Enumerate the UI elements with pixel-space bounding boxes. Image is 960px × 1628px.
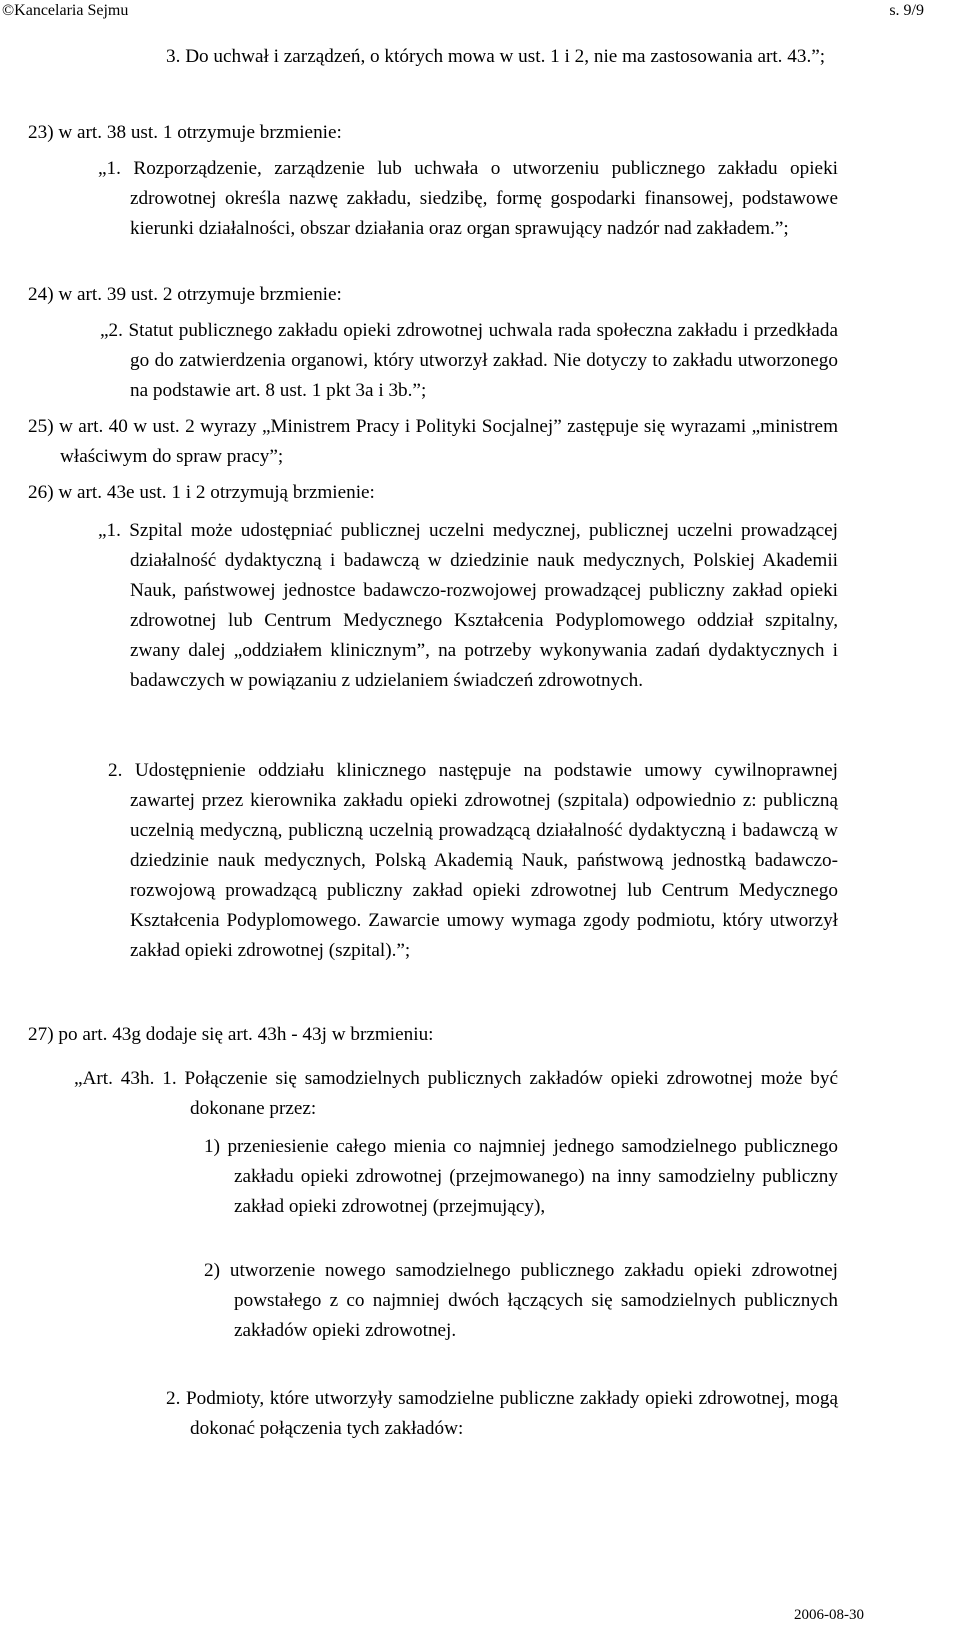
point-25: 25) w art. 40 w ust. 2 wyrazy „Ministrem Pracy i Polityki Socjalnej” zastępuje się wyrazami „ministrem właściwym do spraw pracy”;: [28, 416, 838, 467]
art-43e-para-1: „1. Szpital może udostępniać publicznej uczelni medycznej, publicznej uczelni prowadzącej działalność dydaktyczną i badawczą w dziedzinie nauk medycznych, Polskiej Akademii Nauk, państwowej jednostce badawczo-rozwojowej prowadzącej publiczny zakład opieki zdrowotnej lub Centrum Medycznego Kształcenia Podyplomowego oddział szpitalny, zwany dalej „oddziałem klinicznym”, na potrzeby wykonywania zadań dydaktycznych i badawczych w powiązaniu z udzielaniem świadczeń zdrowotnych.: [98, 520, 838, 691]
art-43e-para-2: 2. Udostępnienie oddziału klinicznego następuje na podstawie umowy cywilnoprawnej zawartej przez kierownika zakładu opieki zdrowotnej (szpitala) odpowiednio z: publiczną uczelnią medyczną, publiczną uczelnią prowadzącą działalność dydaktyczną i badawczą w dziedzinie nauk medycznych, Polską Akademią Nauk, państwową jednostką badawczo-rozwojową prowadzącą publiczny zakład opieki zdrowotnej lub Centrum Medycznego Kształcenia Podyplomowego. Zawarcie umowy wymaga zgody podmiotu, który utworzył zakład opieki zdrowotnej (szpital).”;: [108, 760, 838, 961]
page-number: s. 9/9: [889, 2, 924, 19]
header-copyright: ©Kancelaria Sejmu: [2, 2, 129, 19]
art-39-text: „2. Statut publicznego zakładu opieki zdrowotnej uchwala rada społeczna zakładu i przedkłada go do zatwierdzenia organowi, który utworzył zakład. Nie dotyczy to zakładu utworzonego na podstawie art. 8 ust. 1 pkt 3a i 3b.”;: [100, 320, 838, 401]
point-24: 24) w art. 39 ust. 2 otrzymuje brzmienie:: [28, 284, 342, 305]
point-23: 23) w art. 38 ust. 1 otrzymuje brzmienie:: [28, 122, 342, 143]
art-38-text: „1. Rozporządzenie, zarządzenie lub uchwała o utworzeniu publicznego zakładu opieki zdrowotnej określa nazwę zakładu, siedzibę, formę gospodarki finansowej, podstawowe kierunki działalności, obszar działania oraz organ sprawujący nadzór nad zakładem.”;: [98, 158, 838, 239]
art-43h-para-1: „Art. 43h. 1. Połączenie się samodzielnych publicznych zakładów opieki zdrowotnej może być dokonane przez:: [74, 1068, 838, 1119]
art-43h-item-2: 2) utworzenie nowego samodzielnego publicznego zakładu opieki zdrowotnej powstałego z co najmniej dwóch łączących się samodzielnych publicznych zakładów opieki zdrowotnej.: [204, 1260, 838, 1341]
paragraph-3: 3. Do uchwał i zarządzeń, o których mowa w ust. 1 i 2, nie ma zastosowania art. 43.”;: [166, 46, 826, 67]
footer-date: 2006-08-30: [794, 1607, 864, 1623]
point-27: 27) po art. 43g dodaje się art. 43h - 43j w brzmieniu:: [28, 1024, 434, 1045]
art-43h-para-2: 2. Podmioty, które utworzyły samodzielne publiczne zakłady opieki zdrowotnej, mogą dokonać połączenia tych zakładów:: [166, 1388, 838, 1439]
point-26: 26) w art. 43e ust. 1 i 2 otrzymują brzmienie:: [28, 482, 375, 503]
art-43h-item-1: 1) przeniesienie całego mienia co najmniej jednego samodzielnego publicznego zakładu opieki zdrowotnej (przejmowanego) na inny samodzielny publiczny zakład opieki zdrowotnej (przejmujący),: [204, 1136, 838, 1217]
